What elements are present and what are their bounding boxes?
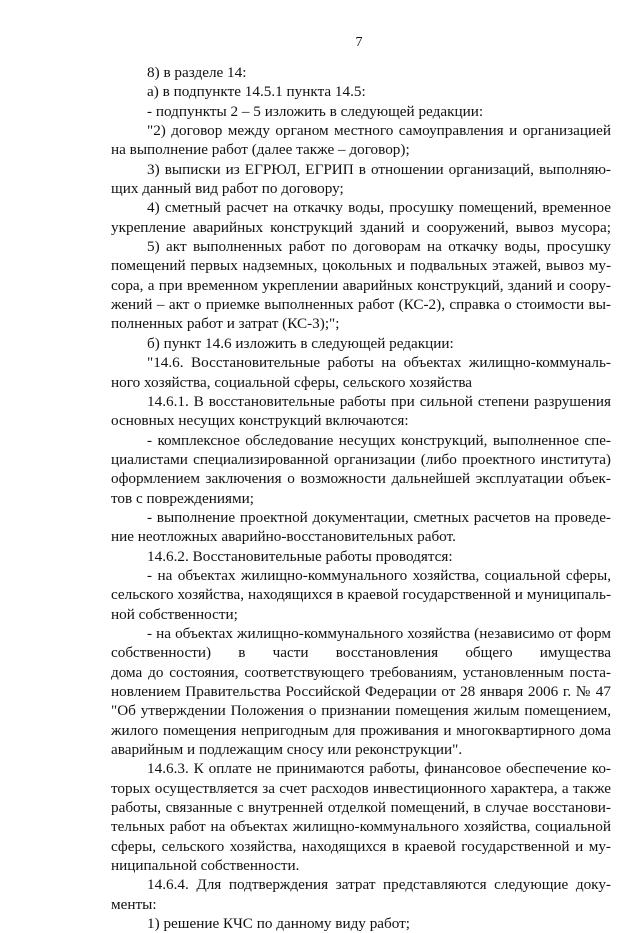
text-line: 1) решение КЧС по данному виду работ; <box>147 915 411 933</box>
text-line: б) пункт 14.6 изложить в следующей редакции: <box>147 334 454 352</box>
text-line: ного хозяйства, социальной сферы, сельского хозяйства <box>111 373 473 391</box>
text-line: 3) выписки из ЕГРЮЛ, ЕГРИП в отношении организаций, выполняю- <box>147 160 611 178</box>
text-line: жилого помещения непригодным для проживания и многоквартирного дома <box>111 721 611 739</box>
text-line: 14.6.4. Для подтверждения затрат представляются следующие доку- <box>147 876 611 894</box>
text-line: - на объектах жилищно-коммунального хозяйства, социальной сферы, <box>147 566 611 584</box>
page-number: 7 <box>355 35 363 50</box>
text-line: менты: <box>111 895 157 913</box>
text-line: сферы, сельского хозяйства, находящихся в краевой государственной и му- <box>111 837 611 855</box>
text-line: новлением Правительства Российской Федерации от 28 января 2006 г. № 47 <box>111 683 611 700</box>
text-line: ние неотложных аварийно-восстановительных работ. <box>111 528 456 546</box>
text-line: 4) сметный расчет на откачку воды, просушку помещений, временное <box>147 199 611 217</box>
text-line: на выполнение работ (далее также – договор); <box>111 141 410 159</box>
text-line: тельных работ на объектах жилищно-коммунального хозяйства, социальной <box>111 818 611 836</box>
text-line: собственности) в части восстановления общего имущества <box>111 644 611 662</box>
text-line: торых осуществляется за счет расходов инвестиционного характера, а также <box>111 779 611 797</box>
text-line: укрепление аварийных конструкций зданий и сооружений, вывоз мусора; <box>111 218 611 236</box>
text-line: сора, а при временном укреплении аварийных конструкций, зданий и соору- <box>111 276 611 294</box>
text-line: "Об утверждении Положения о признании помещения жилым помещением, <box>111 702 611 720</box>
text-line: 5) акт выполненных работ по договорам на откачку воды, просушку <box>147 238 611 256</box>
text-line: сельского хозяйства, находящихся в краевой государственной и муниципаль- <box>111 586 611 604</box>
text-line: оформлением заключения о возможности дальнейшей эксплуатации объек- <box>111 470 611 488</box>
text-line: ной собственности; <box>111 605 238 623</box>
text-line: циалистами специализированной организации (либо проектного института) <box>111 450 611 468</box>
text-line: жений – акт о приемке выполненных работ (КС-2), справка о стоимости вы- <box>111 296 611 314</box>
text-line: щих данный вид работ по договору; <box>111 180 344 198</box>
text-line: полненных работ и затрат (КС-3);"; <box>111 315 340 333</box>
text-line: - на объектах жилищно-коммунального хозяйства (независимо от форм <box>147 624 611 642</box>
text-line: дома до состояния, соответствующего требованиям, установленным поста- <box>111 663 611 681</box>
text-line: а) в подпункте 14.5.1 пункта 14.5: <box>147 83 366 101</box>
document-body <box>111 63 611 933</box>
text-line: тов с повреждениями; <box>111 489 254 507</box>
text-line: - комплексное обследование несущих конструкций, выполненное спе- <box>147 431 611 449</box>
text-line: - выполнение проектной документации, сметных расчетов на проведе- <box>147 508 611 526</box>
text-line: ниципальной собственности. <box>111 857 300 875</box>
text-line: 14.6.3. К оплате не принимаются работы, финансовое обеспечение ко- <box>147 760 611 778</box>
text-line: помещений первых надземных, цокольных и подвальных этажей, вывоз му- <box>111 257 611 275</box>
text-line: 14.6.2. Восстановительные работы проводятся: <box>147 547 453 565</box>
text-line: "2) договор между органом местного самоуправления и организацией <box>147 122 611 140</box>
text-line: основных несущих конструкций включаются: <box>111 412 409 430</box>
text-line: 14.6.1. В восстановительные работы при сильной степени разрушения <box>147 392 611 410</box>
text-line: "14.6. Восстановительные работы на объектах жилищно-коммуналь- <box>147 354 611 372</box>
text-line: аварийным и подлежащим сносу или реконструкции". <box>111 741 463 759</box>
text-line: работы, связанные с внутренней отделкой помещений, в случае восстанови- <box>111 799 611 817</box>
text-line: 8) в разделе 14: <box>147 64 247 81</box>
text-line: - подпункты 2 – 5 изложить в следующей редакции: <box>147 102 484 120</box>
